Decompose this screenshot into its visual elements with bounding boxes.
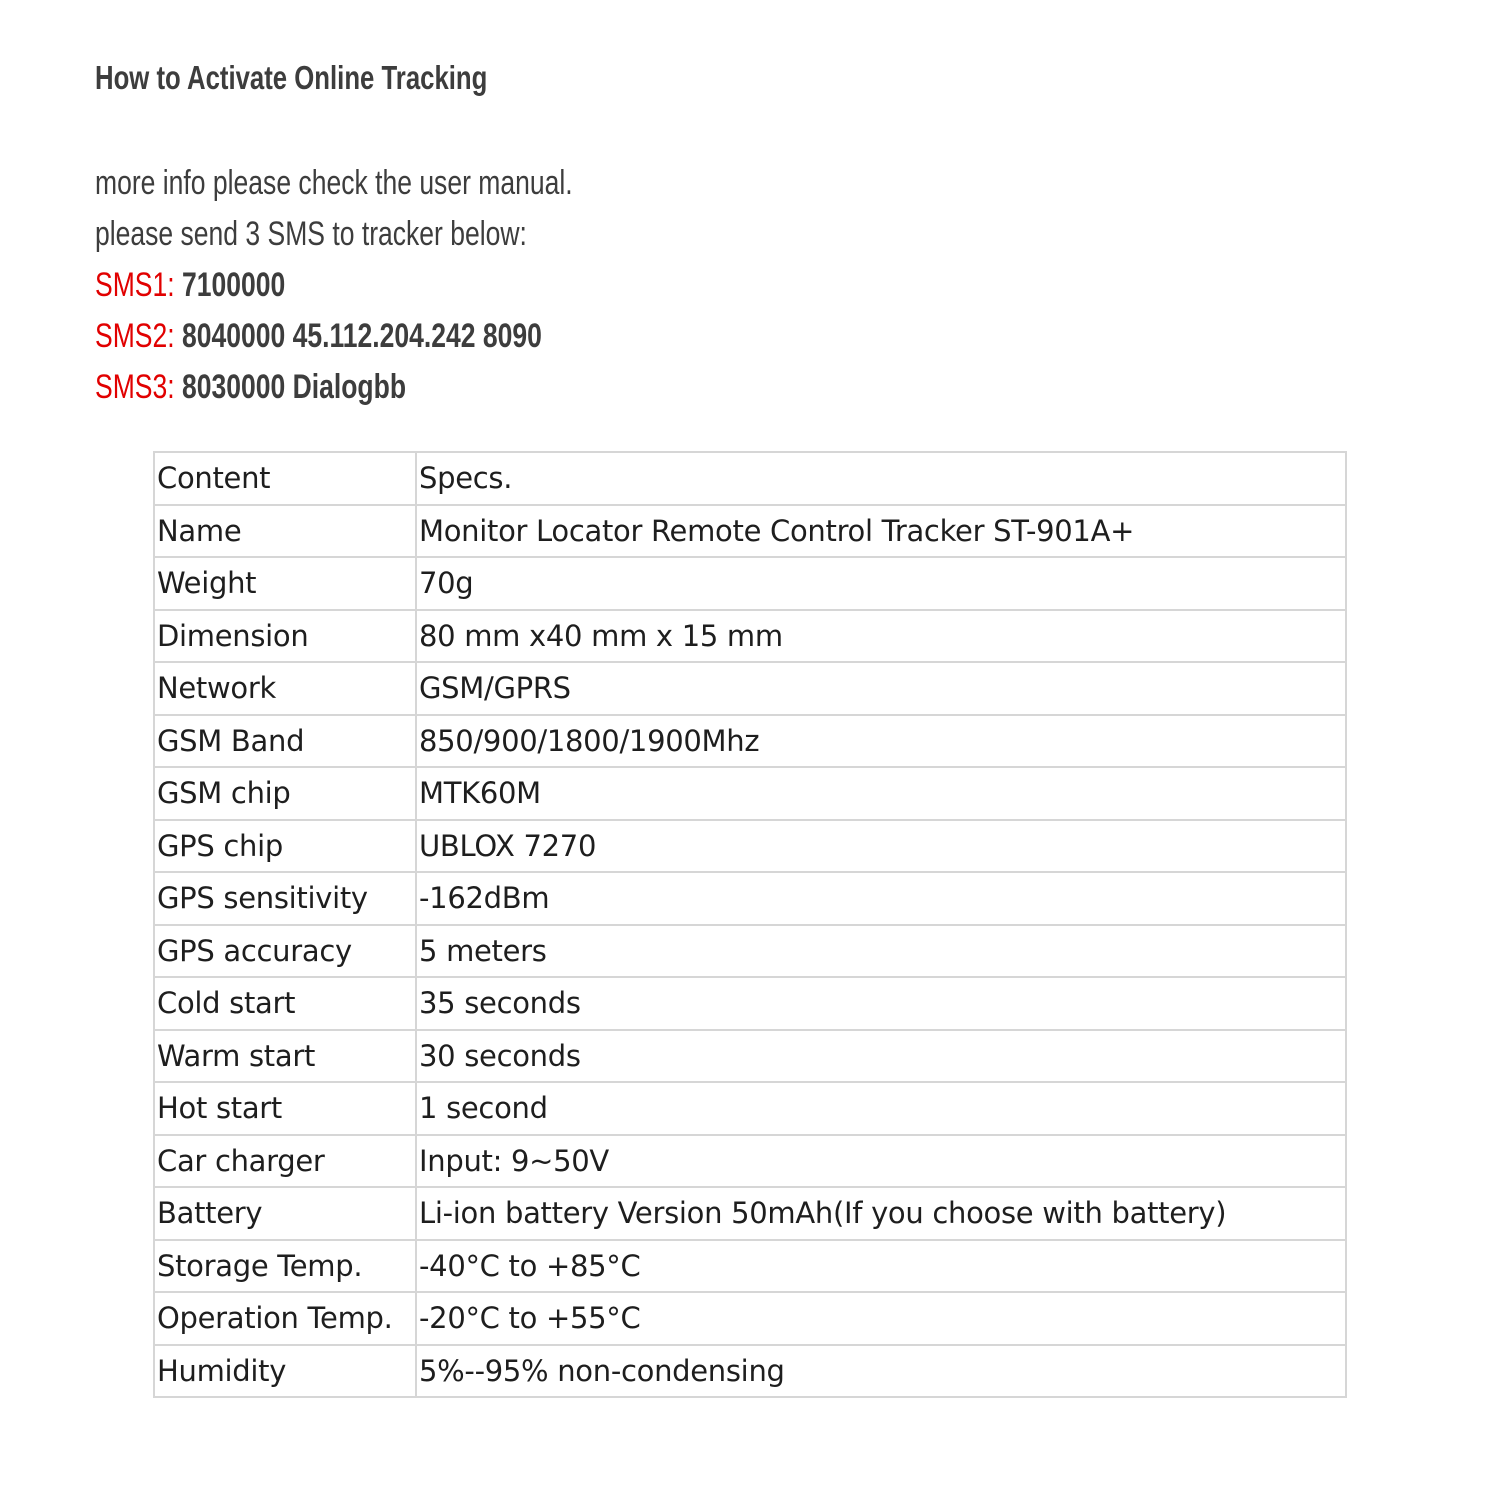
spec-label: Storage Temp. (154, 1240, 416, 1293)
spec-value: UBLOX 7270 (416, 820, 1346, 873)
sms-label: SMS1: (95, 266, 175, 304)
spec-value: 850/900/1800/1900Mhz (416, 715, 1346, 768)
table-row (154, 1082, 1346, 1135)
spec-value: -40°C to +85°C (416, 1240, 1346, 1293)
spec-value: 5 meters (416, 925, 1346, 978)
table-header-row (154, 452, 1346, 505)
spec-label: Car charger (154, 1135, 416, 1188)
table-row (154, 977, 1346, 1030)
table-row (154, 715, 1346, 768)
intro-line-sms: please send 3 SMS to tracker below: (95, 215, 527, 253)
spec-value: Li-ion battery Version 50mAh(If you choose with battery) (416, 1187, 1346, 1240)
spec-label: Hot start (154, 1082, 416, 1135)
spec-value: 70g (416, 557, 1346, 610)
spec-value: -20°C to +55°C (416, 1292, 1346, 1345)
sms-label: SMS2: (95, 317, 175, 355)
table-row (154, 1292, 1346, 1345)
spec-value: 30 seconds (416, 1030, 1346, 1083)
spec-value: 35 seconds (416, 977, 1346, 1030)
spec-label: Cold start (154, 977, 416, 1030)
spec-value: 5%--95% non-condensing (416, 1345, 1346, 1398)
header-cell-content: Content (154, 452, 416, 505)
sms-label: SMS3: (95, 368, 175, 406)
spec-label: Name (154, 505, 416, 558)
sms-value: 8030000 Dialogbb (181, 368, 407, 406)
table-row (154, 610, 1346, 663)
spec-value: 1 second (416, 1082, 1346, 1135)
table-row (154, 767, 1346, 820)
table-row (154, 505, 1346, 558)
table-row (154, 662, 1346, 715)
table-row (154, 1030, 1346, 1083)
spec-label: GPS accuracy (154, 925, 416, 978)
spec-value: Monitor Locator Remote Control Tracker ST-901A+ (416, 505, 1346, 558)
sms-command-3 (95, 362, 573, 413)
spec-value: MTK60M (416, 767, 1346, 820)
table-row (154, 872, 1346, 925)
table-row (154, 1240, 1346, 1293)
table-row (154, 1135, 1346, 1188)
table-row (154, 820, 1346, 873)
table-row (154, 557, 1346, 610)
spec-label: GSM chip (154, 767, 416, 820)
spec-label: GSM Band (154, 715, 416, 768)
spec-value: GSM/GPRS (416, 662, 1346, 715)
spec-label: Dimension (154, 610, 416, 663)
intro-line-manual: more info please check the user manual. (95, 164, 573, 202)
spec-value: 80 mm x40 mm x 15 mm (416, 610, 1346, 663)
table-row (154, 1187, 1346, 1240)
spec-label: Weight (154, 557, 416, 610)
specs-table (153, 451, 1347, 1398)
table-row (154, 1345, 1346, 1398)
page-title: How to Activate Online Tracking (95, 59, 488, 96)
sms-command-2 (95, 311, 573, 362)
spec-label: GPS sensitivity (154, 872, 416, 925)
sms-value: 8040000 45.112.204.242 8090 (181, 317, 542, 355)
sms-command-1 (95, 260, 573, 311)
spec-label: Warm start (154, 1030, 416, 1083)
spec-label: Humidity (154, 1345, 416, 1398)
instructions-block (95, 158, 707, 413)
spec-label: Operation Temp. (154, 1292, 416, 1345)
sms-value: 7100000 (181, 266, 286, 304)
spec-value: Input: 9~50V (416, 1135, 1346, 1188)
spec-label: GPS chip (154, 820, 416, 873)
header-cell-specs: Specs. (416, 452, 1346, 505)
spec-label: Network (154, 662, 416, 715)
spec-value: -162dBm (416, 872, 1346, 925)
table-row (154, 925, 1346, 978)
spec-label: Battery (154, 1187, 416, 1240)
